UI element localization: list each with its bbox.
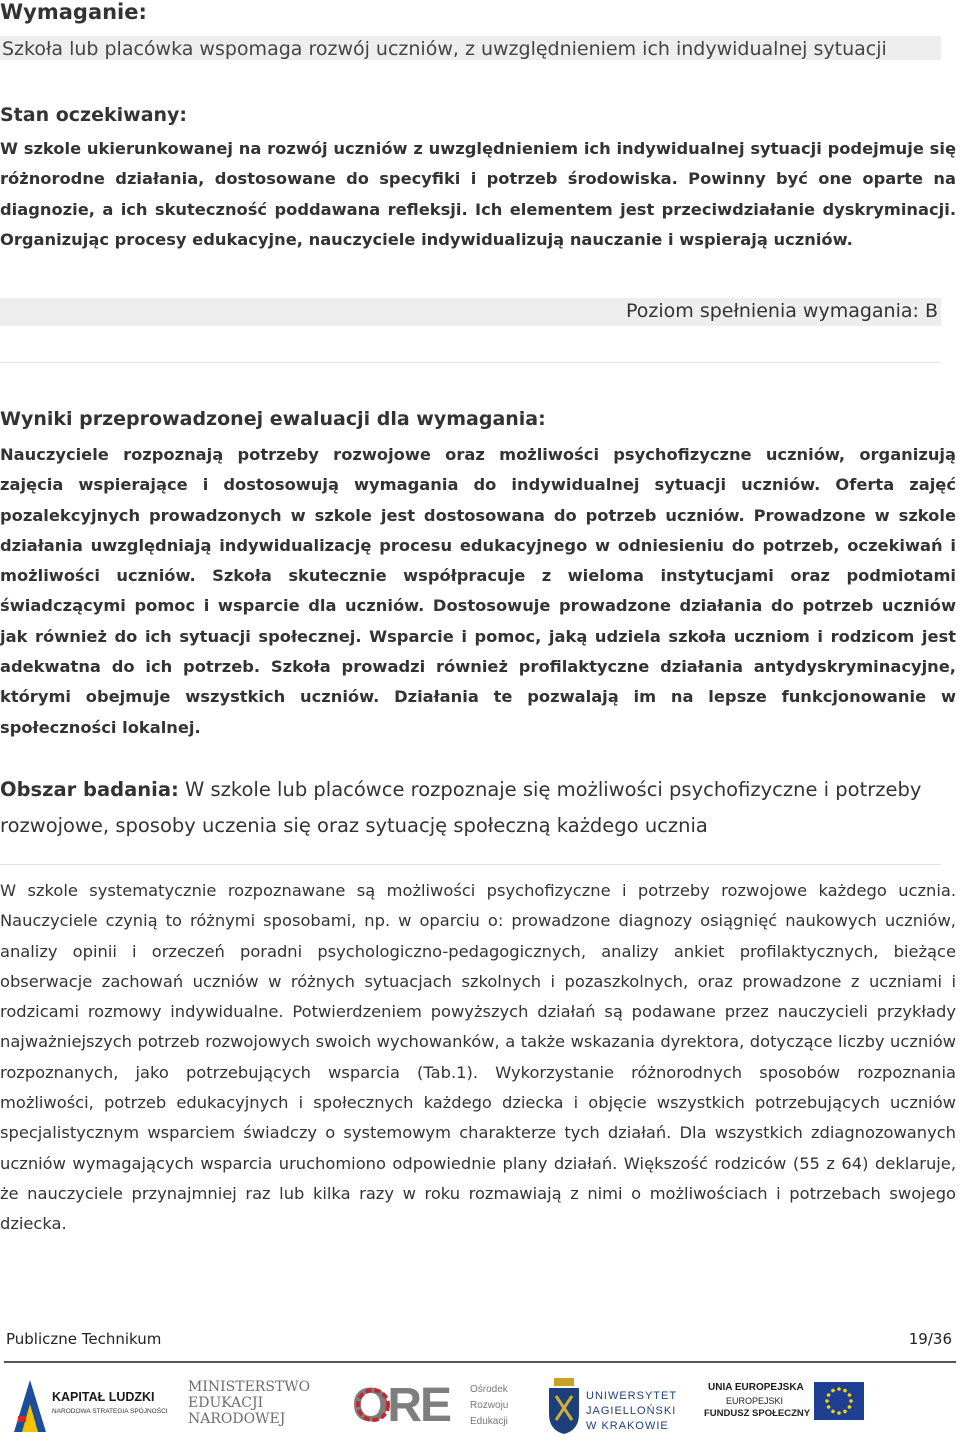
uj-line-2: JAGIELLOŃSKI <box>586 1405 677 1417</box>
footer-school-name: Publiczne Technikum <box>6 1330 162 1348</box>
uj-line-3: W KRAKOWIE <box>586 1420 669 1432</box>
ministerstwo-line-2: EDUKACJI <box>188 1395 264 1411</box>
footer-rule <box>4 1361 956 1363</box>
uj-crest-icon <box>546 1376 582 1436</box>
eu-line-3: FUNDUSZ SPOŁECZNY <box>704 1408 811 1419</box>
eu-line-2: EUROPEJSKI <box>726 1396 784 1406</box>
ore-mark: ORE <box>352 1379 451 1432</box>
results-text: Nauczyciele rozpoznają potrzeby rozwojowe oraz możliwości psychofizyczne uczniów, organizują zajęcia wspierające i dostosowują wymagania do indywidualnej sytuacji uczniów. Oferta zajęć pozalekcyjnych prowadzonych w szkole jest dostosowana do potrzeb uczniów. Prowadzone w szkole działania uwzględniają indywidualizację procesu edukacyjnego w odniesieniu do potrzeb, oczekiwań i możliwości uczniów. Szkoła skutecznie współpracuje z wieloma instytucjami oraz podmiotami świadczącymi pomoc i wsparcie dla uczniów. Dostosowuje prowadzone działania do potrzeb uczniów jak również do ich sytuacji społecznej. Wsparcie i pomoc, jaką udziela szkoła uczniom i rodzicom jest adekwatna do ich potrzeb. Szkoła prowadzi również profilaktyczne działania antydyskryminacyjne, którymi obejmuje wszystkich uczniów. Działania te pozwalają im na lepsze funkcjonowanie w społeczności lokalnej. <box>0 445 956 737</box>
uj-logo <box>546 1376 686 1438</box>
requirement-text: Szkoła lub placówka wspomaga rozwój uczniów, z uwzględnieniem ich indywidualnej sytuacji <box>2 38 887 60</box>
divider <box>0 362 941 363</box>
ore-line-2: Rozwoju <box>470 1400 509 1411</box>
kapital-ludzki-mark-icon <box>10 1376 50 1436</box>
ore-ring-icon <box>354 1386 392 1424</box>
level-text: Poziom spełnienia wymagania: B <box>626 300 938 322</box>
eu-logo <box>704 1376 866 1438</box>
ministerstwo-line-3: NARODOWEJ <box>188 1411 286 1427</box>
body-paragraph: W szkole systematycznie rozpoznawane są możliwości psychofizyczne i potrzeby rozwojowe każdego ucznia. Nauczyciele czynią to różnymi sposobami, np. w oparciu o: prowadzone diagnozy osiągnięć naukowych uczniów, analizy opinii i orzeczeń poradni psychologiczno-pedagogicznych, analizy ankiet profilaktycznych, bieżące obserwacje zachowań uczniów w różnych sytuacjach szkolnych i pozaszkolnych, oraz prowadzone z uczniami i rodzicami rozmowy indywidualne. Potwierdzeniem powyższych działań są podawane przez nauczycieli przykłady najważniejszych potrzeb rozwojowych swoich wychowanków, a także wskazania dyrektora, dotyczące liczby uczniów rozpoznanych, jako potrzebujących wsparcia (Tab.1). Wykorzystanie różnorodnych sposobów rozpoznania możliwości, potrzeb edukacyjnych i społecznych każdego dziecka i objęcie wszystkich potrzebujących uczniów specjalistycznym wsparciem świadczy o systemowym charakterze tych działań. Dla wszystkich zdiagnozowanych uczniów wymagających wsparcia uruchomiono odpowiednie plany działań. Większość rodziców (55 z 64) deklaruje, że nauczyciele przynajmniej raz lub kilka razy w roku rozmawiają z nimi o możliwościach i potrzebach swojego dziecka. <box>0 881 956 1234</box>
research-area-label: Obszar badania: <box>0 778 179 801</box>
kapital-ludzki-title: KAPITAŁ LUDZKI <box>52 1390 155 1404</box>
kapital-ludzki-logo <box>10 1376 170 1438</box>
footer-page-number: 19/36 <box>908 1330 952 1348</box>
uj-line-1: UNIWERSYTET <box>586 1390 678 1402</box>
eu-line-1: UNIA EUROPEJSKA <box>708 1382 804 1393</box>
research-area-text-1: W szkole lub placówce rozpoznaje się możliwości psychofizyczne i potrzeby <box>185 778 922 801</box>
eu-flag-icon <box>814 1382 864 1420</box>
research-area-line-2: rozwojowe, sposoby uczenia się oraz sytuację społeczną każdego ucznia <box>0 814 708 837</box>
research-area-line-1 <box>0 772 921 808</box>
expected-state-heading: Stan oczekiwany: <box>0 104 188 126</box>
ore-line-3: Edukacji <box>470 1416 508 1427</box>
ministerstwo-logo <box>188 1376 310 1438</box>
ore-logo <box>352 1376 522 1438</box>
ministerstwo-line-1: MINISTERSTWO <box>188 1379 311 1395</box>
results-heading: Wyniki przeprowadzonej ewaluacji dla wymagania: <box>0 408 546 430</box>
expected-state-text: W szkole ukierunkowanej na rozwój uczniów z uwzględnieniem ich indywidualnej sytuacji podejmuje się różnorodne działania, dostosowane do specyfiki i potrzeb środowiska. Powinny być one oparte na diagnozie, a ich skuteczność poddawana refleksji. Ich elementem jest przeciwdziałanie dyskryminacji. Organizując procesy edukacyjne, nauczyciele indywidualizują nauczanie i wspierają uczniów. <box>0 139 956 249</box>
kapital-ludzki-subtitle: NARODOWA STRATEGIA SPÓJNOŚCI <box>52 1408 168 1415</box>
ore-line-1: Ośrodek <box>470 1384 508 1395</box>
page-title: Wymaganie: <box>0 0 147 24</box>
divider <box>0 864 941 865</box>
